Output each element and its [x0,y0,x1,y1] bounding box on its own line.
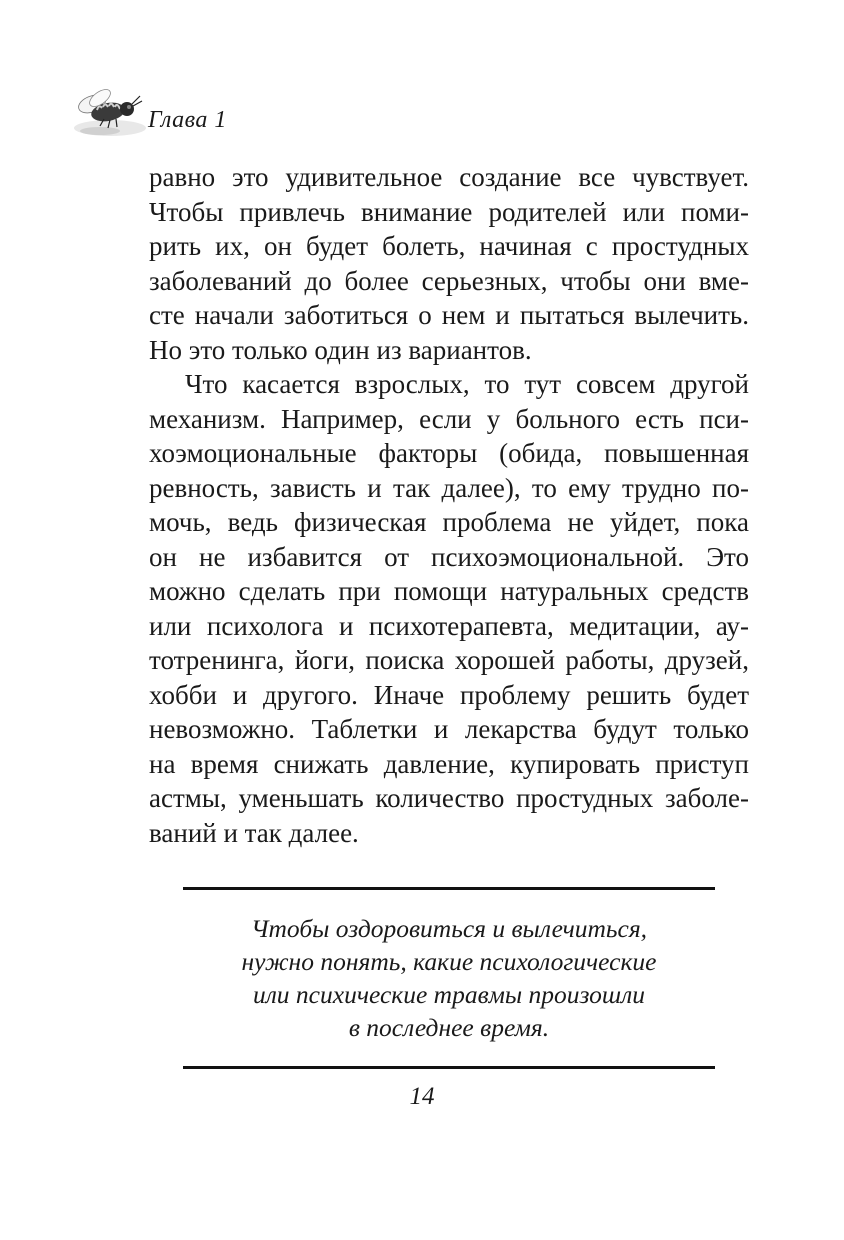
text-line: хобби и другого. Иначе проблему решить будет [149,679,749,710]
text-line: Что касается взрослых, то тут совсем другой [185,369,749,399]
text-line: мочь, ведь физическая проблема не уйдет, пока [149,507,749,537]
text-line: невозможно. Таблетки и лекарства будут только [149,714,749,744]
text-line: заболеваний до более серьезных, чтобы они вме- [149,265,749,296]
pull-quote [183,887,715,1069]
pull-quote-line: в последнее время. [348,1013,550,1042]
body-text [149,160,749,850]
text-line: рить их, он будет болеть, начиная с простудных [149,231,749,261]
text-line: тотренинга, йоги, поиска хорошей работы, друзей, [149,645,749,675]
text-line: хоэмоциональные факторы (обида, повышенная [149,438,749,468]
text-line: ревность, зависть и так далее), то ему трудно по- [149,472,749,503]
bottom-rule [183,1066,715,1069]
page-number: 14 [409,1083,435,1110]
pull-quote-line: Чтобы оздоровиться и вылечиться, [250,914,648,943]
pull-quote-line: нужно понять, какие психологические [241,947,657,976]
text-line: равно это удивительное создание все чувствует. [149,162,749,192]
text-line: или психолога и психотерапевта, медитации, ау- [149,610,749,641]
text-line: Чтобы привлечь внимание родителей или поми- [149,196,749,227]
text-line: астмы, уменьшать количество простудных заболе- [149,783,749,813]
bee-icon [70,82,148,140]
text-line: Но это только один из вариантов. [149,334,532,365]
pull-quote-text [183,890,715,1066]
text-line: он не избавится от психоэмоциональной. Это [149,541,749,572]
text-line: можно сделать при помощи натуральных средств [149,576,749,606]
text-line: механизм. Например, если у больного есть пси- [149,403,749,434]
text-line: сте начали заботиться о нем и пытаться вылечить. [149,300,749,330]
text-line: на время снижать давление, купировать приступ [149,748,749,779]
pull-quote-line: или психические травмы произошли [252,980,646,1009]
running-header [70,82,370,142]
text-line: ваний и так далее. [149,817,359,848]
chapter-label: Глава 1 [148,107,227,133]
